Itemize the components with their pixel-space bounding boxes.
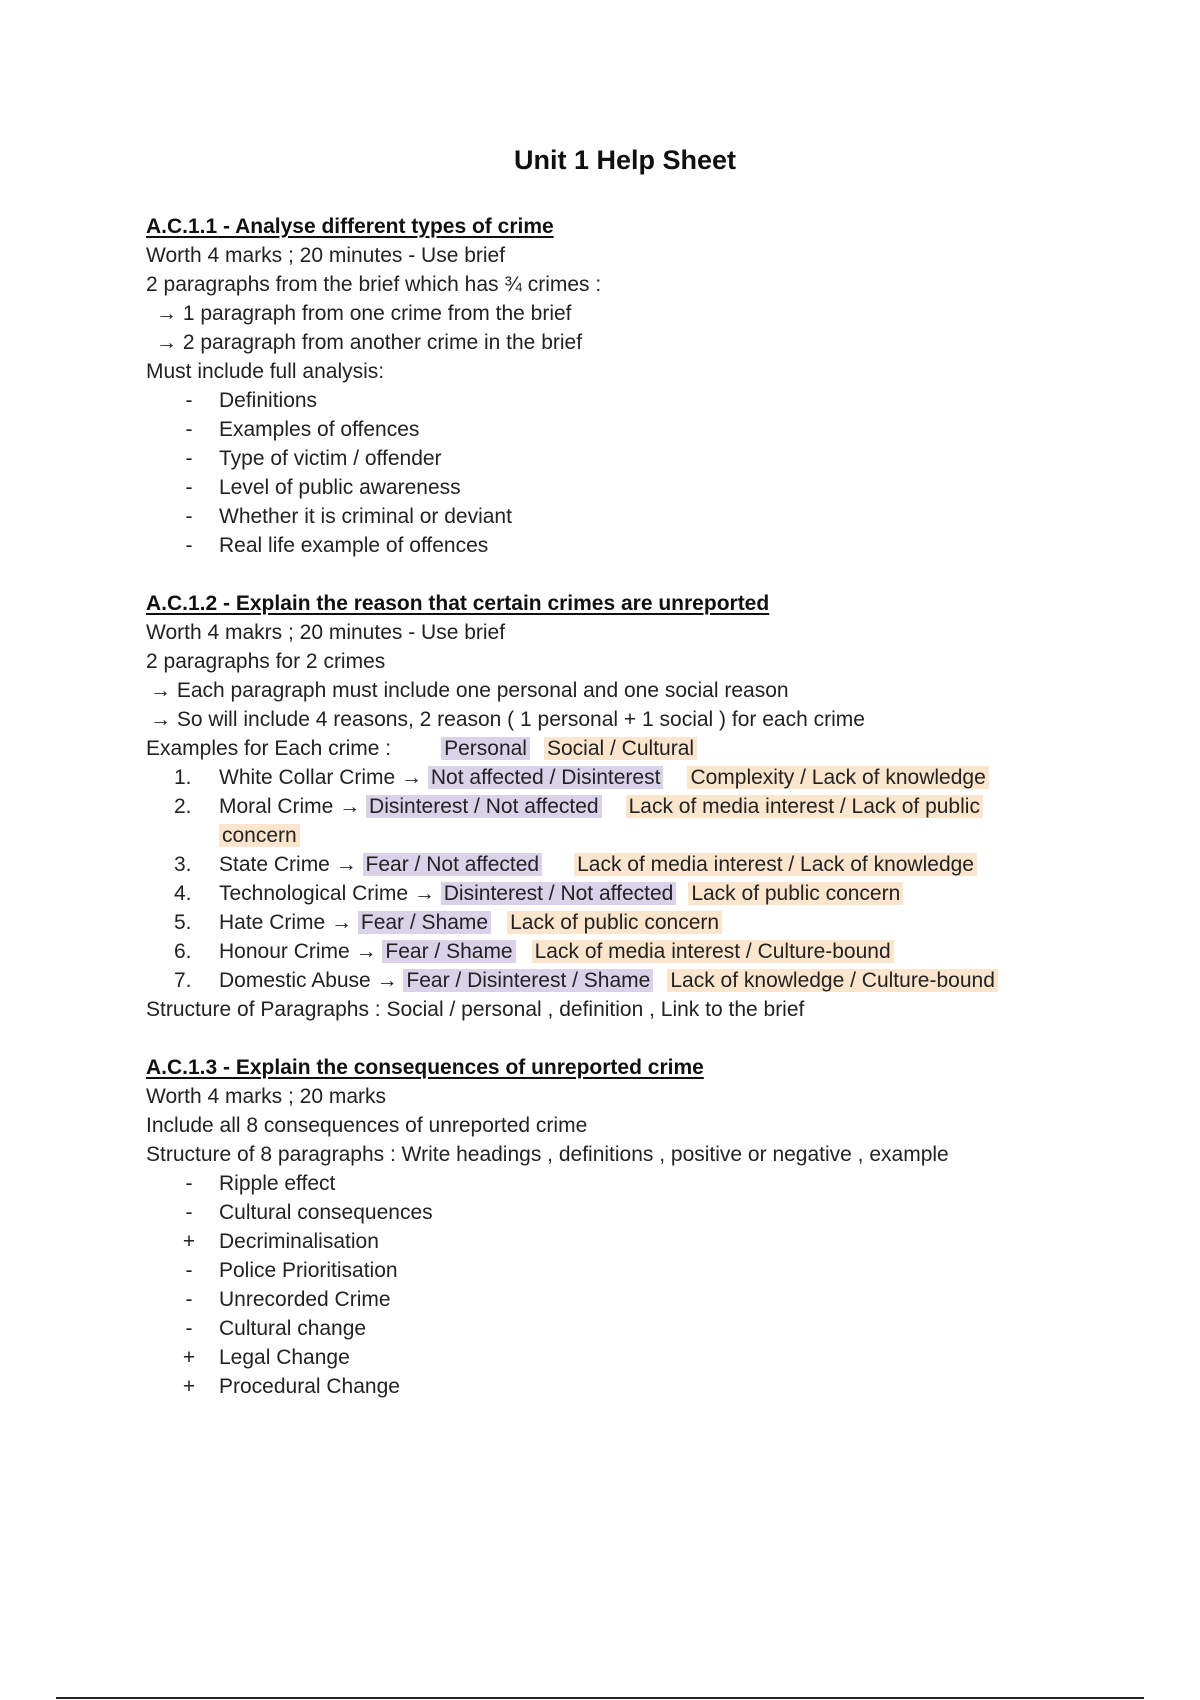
crime-item: [146, 763, 1086, 792]
crime-item: [146, 908, 1086, 937]
personal-reason: Fear / Disinterest / Shame: [403, 969, 653, 992]
dash-bullet: -: [185, 476, 193, 499]
bullet-mark: +: [182, 1230, 196, 1253]
social-reason: Lack of media interest / Lack of public: [626, 795, 983, 818]
section-heading: A.C.1.3 - Explain the consequences of unreported crime: [146, 1056, 704, 1079]
bullet-mark: +: [182, 1346, 196, 1369]
list-item-text: Unrecorded Crime: [219, 1288, 391, 1311]
list-item-text: Police Prioritisation: [219, 1259, 398, 1282]
personal-reason: Fear / Shame: [382, 940, 515, 963]
social-reason: Lack of media interest / Lack of knowledge: [574, 853, 977, 876]
list-item-text: Cultural change: [219, 1317, 367, 1340]
text-line: Worth 4 marks ; 20 minutes - Use brief: [146, 244, 506, 267]
analysis-list: [146, 386, 1086, 560]
list-item: [146, 444, 1086, 473]
item-number: 2.: [174, 795, 192, 818]
dash-bullet: -: [185, 389, 193, 412]
crime-name: Domestic Abuse →: [219, 969, 398, 992]
personal-reason: Disinterest / Not affected: [441, 882, 677, 905]
personal-reason: Fear / Shame: [358, 911, 491, 934]
item-number: 5.: [174, 911, 192, 934]
text-line: 2 paragraphs from the brief which has ¾ crimes :: [146, 273, 602, 296]
list-item: [146, 1169, 1086, 1198]
crime-name: Technological Crime →: [219, 882, 435, 905]
list-item: [146, 1198, 1086, 1227]
section-ac-1-3: [146, 1054, 1086, 1401]
legend-social: Social / Cultural: [544, 737, 697, 760]
text-line: 2 paragraphs for 2 crimes: [146, 650, 386, 673]
item-number: 7.: [174, 969, 192, 992]
examples-label: Examples for Each crime :: [146, 737, 392, 760]
social-reason-continued: concern: [219, 824, 300, 847]
arrow-line: → 1 paragraph from one crime from the brief: [156, 302, 572, 325]
section-ac-1-1: [146, 213, 1086, 560]
list-item: [146, 1227, 1086, 1256]
list-item-text: Real life example of offences: [219, 534, 489, 557]
item-number: 6.: [174, 940, 192, 963]
bullet-mark: -: [185, 1288, 193, 1311]
crime-reasons-list: [146, 763, 1086, 995]
list-item: [146, 1343, 1086, 1372]
personal-reason: Disinterest / Not affected: [366, 795, 602, 818]
crime-name: Moral Crime →: [219, 795, 361, 818]
social-reason: Lack of public concern: [688, 882, 903, 905]
list-item-text: Whether it is criminal or deviant: [219, 505, 512, 528]
list-item-text: Legal Change: [219, 1346, 350, 1369]
list-item-text: Definitions: [219, 389, 318, 412]
item-number: 1.: [174, 766, 192, 789]
bullet-mark: +: [182, 1375, 196, 1398]
legend-personal: Personal: [441, 737, 530, 760]
list-item-text: Type of victim / offender: [219, 447, 442, 470]
list-item: [146, 1256, 1086, 1285]
examples-legend-line: [146, 734, 1086, 763]
dash-bullet: -: [185, 534, 193, 557]
bullet-mark: -: [185, 1172, 193, 1195]
list-item: [146, 415, 1086, 444]
crime-item: [146, 850, 1086, 879]
section-ac-1-2: [146, 590, 1086, 1024]
item-number: 4.: [174, 882, 192, 905]
bullet-mark: -: [185, 1259, 193, 1282]
dash-bullet: -: [185, 418, 193, 441]
text-line: Structure of 8 paragraphs : Write headings , definitions , positive or negative , example: [146, 1143, 949, 1166]
crime-name: Honour Crime →: [219, 940, 377, 963]
list-item-text: Procedural Change: [219, 1375, 400, 1398]
arrow-line: → Each paragraph must include one personal and one social reason: [150, 679, 789, 702]
crime-item: [146, 879, 1086, 908]
footer-divider: [56, 1697, 1144, 1699]
crime-item: [146, 937, 1086, 966]
list-item: [146, 1285, 1086, 1314]
crime-name: White Collar Crime →: [219, 766, 423, 789]
social-reason: Complexity / Lack of knowledge: [687, 766, 988, 789]
social-reason: Lack of knowledge / Culture-bound: [667, 969, 998, 992]
list-item-text: Level of public awareness: [219, 476, 461, 499]
list-item-text: Examples of offences: [219, 418, 420, 441]
list-item-text: Ripple effect: [219, 1172, 336, 1195]
personal-reason: Fear / Not affected: [363, 853, 543, 876]
list-item: [146, 1372, 1086, 1401]
personal-reason: Not affected / Disinterest: [428, 766, 664, 789]
section-heading: A.C.1.2 - Explain the reason that certain crimes are unreported: [146, 592, 770, 615]
structure-line: Structure of Paragraphs : Social / personal , definition , Link to the brief: [146, 998, 805, 1021]
bullet-mark: -: [185, 1201, 193, 1224]
consequences-list: [146, 1169, 1086, 1401]
social-reason: Lack of media interest / Culture-bound: [532, 940, 894, 963]
dash-bullet: -: [185, 447, 193, 470]
list-item-text: Cultural consequences: [219, 1201, 433, 1224]
dash-bullet: -: [185, 505, 193, 528]
list-item: [146, 502, 1086, 531]
crime-name: Hate Crime →: [219, 911, 353, 934]
text-line: Must include full analysis:: [146, 360, 385, 383]
crime-name: State Crime →: [219, 853, 357, 876]
list-item-text: Decriminalisation: [219, 1230, 379, 1253]
bullet-mark: -: [185, 1317, 193, 1340]
text-line: Worth 4 makrs ; 20 minutes - Use brief: [146, 621, 506, 644]
list-item: [146, 531, 1086, 560]
document-page: [146, 143, 1086, 1401]
section-heading: A.C.1.1 - Analyse different types of crime: [146, 215, 554, 238]
list-item: [146, 473, 1086, 502]
crime-item: [146, 792, 1086, 850]
item-number: 3.: [174, 853, 192, 876]
text-line: Worth 4 marks ; 20 marks: [146, 1085, 387, 1108]
social-reason: Lack of public concern: [507, 911, 722, 934]
list-item: [146, 386, 1086, 415]
arrow-line: → 2 paragraph from another crime in the brief: [156, 331, 583, 354]
list-item: [146, 1314, 1086, 1343]
arrow-line: → So will include 4 reasons, 2 reason ( 1 personal + 1 social ) for each crime: [150, 708, 865, 731]
crime-item: [146, 966, 1086, 995]
text-line: Include all 8 consequences of unreported crime: [146, 1114, 588, 1137]
page-title: Unit 1 Help Sheet: [513, 145, 737, 175]
